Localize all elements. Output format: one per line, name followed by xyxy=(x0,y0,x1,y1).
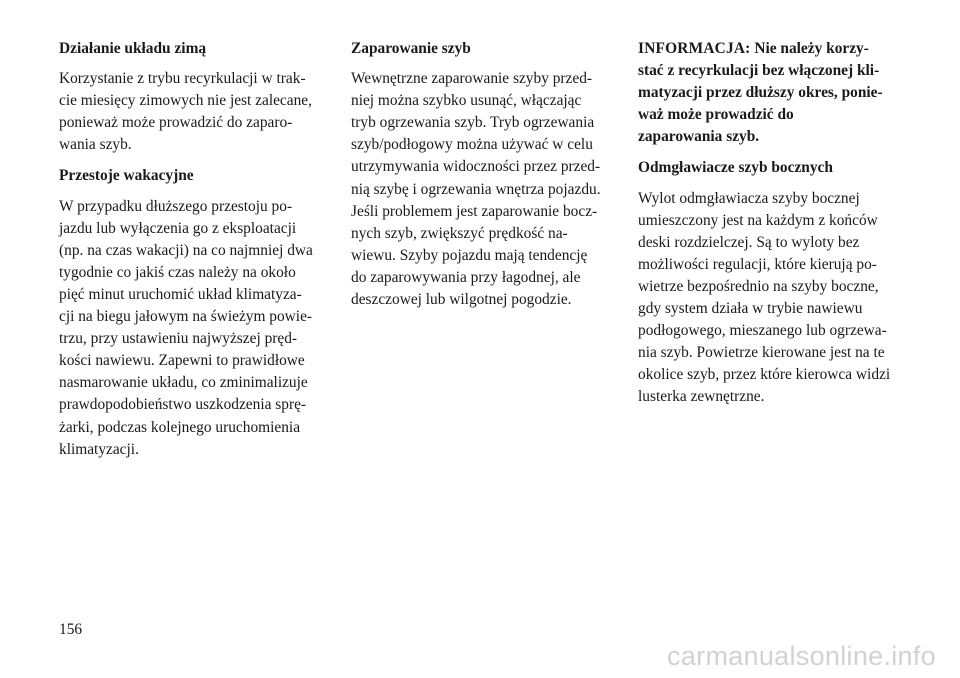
note-text: Nie należy korzy- stać z recyrkulacji bez włączonej kli- matyzacji przez dłuższy okres, ponie- waż może prowadzić do zaparowania szyb. xyxy=(638,40,883,146)
watermark: carmanualsonline.info xyxy=(667,641,936,671)
column-middle xyxy=(351,38,613,320)
heading-side-demisters: Odmgławiacze szyb bocznych xyxy=(638,159,833,177)
paragraph-window-fogging: Wewnętrzne zaparowanie szyby przed- niej można szybko usunąć, włączając tryb ogrzewania szyb. Tryb ogrzewania szyb/podłogowy można używać w celu utrzymywania widoczności przez przed- nią szybę i ogrzewania wnętrza pojazdu. Jeśli problemem jest zaparowanie bocz- nych szyb, zwiększyć prędkość na- wiewu. Szyby pojazdu mają tendencję do zaparowywania przy łagodnej, ale deszczowej lub wilgotnej pogodzie. xyxy=(351,70,601,309)
note-label: INFORMACJA: xyxy=(638,40,751,57)
heading-vacation-storage: Przestoje wakacyjne xyxy=(59,167,194,185)
paragraph-vacation-storage: W przypadku dłuższego przestoju po- jazdu lub wyłączenia go z eksploatacji (np. na czas wakacji) na co najmniej dwa tygodnie co jakiś czas należy na około pięć minut uruchomić układ klimatyza- cji na biegu jałowym na świeżym powie- trzu, przy ustawieniu najwyższej pręd- kości nawiewu. Zapewni to prawidłowe nasmarowanie układu, co zminimalizuje prawdopodobieństwo uszkodzenia sprę- żarki, podczas kolejnego uruchomienia klimatyzacji. xyxy=(59,197,313,458)
heading-winter-operation: Działanie układu zimą xyxy=(59,40,207,57)
column-left xyxy=(59,38,321,470)
paragraph-side-demisters: Wylot odmgławiacza szyby bocznej umieszczony jest na każdym z końców deski rozdzielczej. Są to wyloty bez możliwości regulacji, które kierują po- wietrze bezpośrednio na szyby boczne, gdy system działa w trybie nawiewu podłogowego, mieszanego lub ogrzewa- nia szyb. Powietrze kierowane jest na te okolice szyb, przez które kierowca widzi lusterka zewnętrzne. xyxy=(638,189,891,406)
note-block xyxy=(638,38,900,148)
heading-window-fogging: Zaparowanie szyb xyxy=(351,40,471,57)
paragraph-winter-operation: Korzystanie z trybu recyrkulacji w trak- cie miesięcy zimowych nie jest zalecane, ponieważ może prowadzić do zaparo- wania szyb. xyxy=(59,70,312,154)
page-number: 156 xyxy=(59,621,83,638)
column-right xyxy=(638,38,900,418)
